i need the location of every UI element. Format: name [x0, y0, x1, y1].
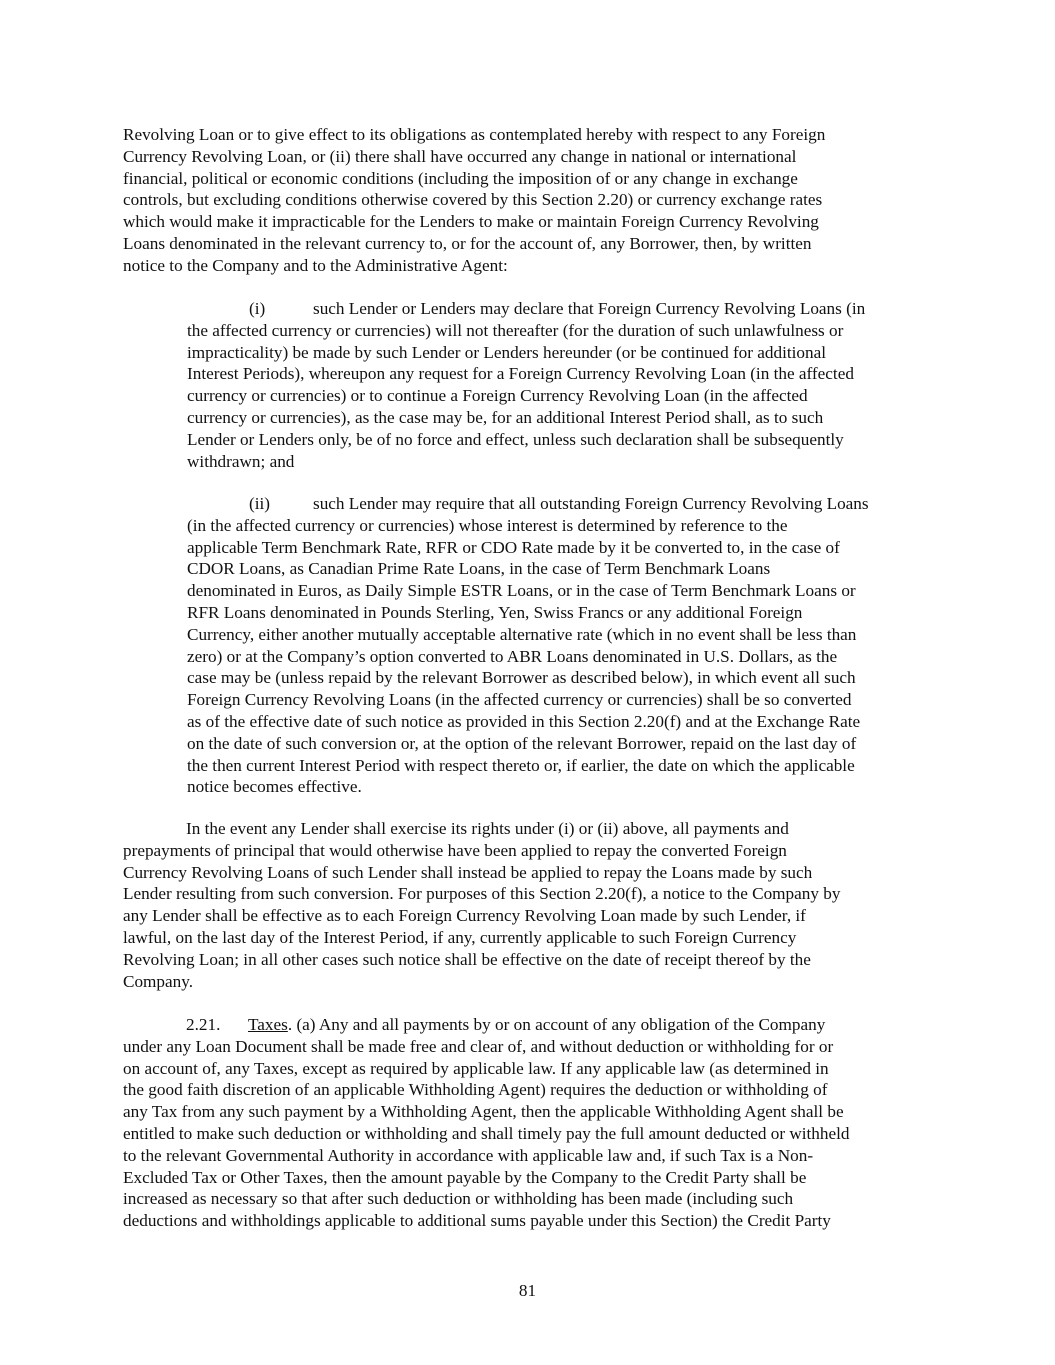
text-line: RFR Loans denominated in Pounds Sterling, Yen, Swiss Francs or any additional Foreign	[187, 602, 803, 622]
text-line: Interest Periods), whereupon any request for a Foreign Currency Revolving Loan (in the affected	[187, 364, 854, 384]
text-line: CDOR Loans, as Canadian Prime Rate Loans, in the case of Term Benchmark Loans	[187, 559, 771, 579]
paragraph-first-line	[123, 818, 840, 840]
paragraph-text: In the event any Lender shall exercise its rights under (i) or (ii) above, all payments and	[186, 819, 789, 838]
text-line: Currency Revolving Loan, or (ii) there shall have occurred any change in national or international	[123, 146, 797, 166]
text-line: which would make it impracticable for the Lenders to make or maintain Foreign Currency Revolving	[123, 212, 819, 232]
clause-text: such Lender may require that all outstanding Foreign Currency Revolving Loans	[313, 494, 869, 513]
clause-first-line	[187, 298, 865, 320]
text-line: increased as necessary so that after such deduction or withholding has been made (including such	[123, 1189, 794, 1209]
text-line: case may be (unless repaid by the relevant Borrower as described below), in which event all such	[187, 668, 856, 688]
text-line: notice to the Company and to the Administrative Agent:	[123, 255, 508, 275]
text-line: zero) or at the Company’s option converted to ABR Loans denominated in U.S. Dollars, as the	[187, 646, 838, 666]
text-line: withdrawn; and	[187, 451, 295, 471]
paragraph-continuation	[123, 124, 825, 277]
text-line: on the date of such conversion or, at the option of the relevant Borrower, repaid on the last day of	[187, 733, 857, 753]
text-line: Company.	[123, 971, 194, 991]
text-line: Excluded Tax or Other Taxes, then the amount payable by the Company to the Credit Party shall be	[123, 1167, 807, 1187]
text-line: prepayments of principal that would otherwise have been applied to repay the converted Foreign	[123, 840, 787, 860]
clause-i	[187, 298, 865, 472]
page-number: 81	[518, 1281, 537, 1300]
text-line: any Tax from any such payment by a Withholding Agent, then the applicable Withholding Agent shall be	[123, 1102, 844, 1122]
text-line: Currency, either another mutually acceptable alternative rate (which in no event shall be less than	[187, 624, 857, 644]
clause-ii	[187, 493, 869, 798]
text-line: notice becomes effective.	[187, 777, 362, 797]
text-line: impracticality) be made by such Lender or Lenders hereunder (or be continued for additional	[187, 342, 827, 362]
text-line: on account of, any Taxes, except as required by applicable law. If any applicable law (as determined in	[123, 1058, 829, 1078]
text-line: under any Loan Document shall be made free and clear of, and without deduction or withholding for or	[123, 1036, 834, 1056]
text-line: lawful, on the last day of the Interest Period, if any, currently applicable to such Foreign Currency	[123, 927, 797, 947]
paragraph-event	[123, 818, 840, 992]
text-line: the good faith discretion of an applicable Withholding Agent) requires the deduction or withholding of	[123, 1080, 828, 1100]
text-line: financial, political or economic conditions (including the imposition of or any change in exchange	[123, 168, 798, 188]
text-line: Lender resulting from such conversion. For purposes of this Section 2.20(f), a notice to the Company by	[123, 884, 841, 904]
section-text: . (a) Any and all payments by or on account of any obligation of the Company	[287, 1015, 826, 1034]
clause-first-line	[187, 493, 869, 515]
text-line: currency or currencies) or to continue a Foreign Currency Revolving Loan (in the affected	[187, 386, 808, 406]
text-line: Revolving Loan or to give effect to its obligations as contemplated hereby with respect to any Foreign	[123, 125, 826, 144]
clause-text: such Lender or Lenders may declare that Foreign Currency Revolving Loans (in	[313, 299, 866, 318]
text-line: the affected currency or currencies) will not thereafter (for the duration of such unlawfulness or	[187, 320, 844, 340]
text-line: as of the effective date of such notice as provided in this Section 2.20(f) and at the Exchange Rate	[187, 711, 861, 731]
section-taxes	[123, 1014, 850, 1232]
section-number: 2.21.	[186, 1015, 221, 1034]
text-line: (in the affected currency or currencies) whose interest is determined by reference to the	[187, 515, 788, 535]
section-heading: Taxes	[248, 1015, 288, 1034]
text-line: to the relevant Governmental Authority in accordance with applicable law and, if such Tax is a Non-	[123, 1145, 814, 1165]
text-line: applicable Term Benchmark Rate, RFR or CDO Rate made by it be converted to, in the case of	[187, 537, 840, 557]
text-line: Lender or Lenders only, be of no force and effect, unless such declaration shall be subsequently	[187, 429, 844, 449]
clause-marker: (ii)	[249, 494, 270, 513]
text-line: any Lender shall be effective as to each Foreign Currency Revolving Loan made by such Lender, if	[123, 906, 806, 926]
section-first-line	[123, 1014, 850, 1036]
text-line: controls, but excluding conditions otherwise covered by this Section 2.20) or currency exchange rates	[123, 190, 823, 210]
text-line: denominated in Euros, as Daily Simple ESTR Loans, or in the case of Term Benchmark Loans or	[187, 581, 856, 601]
text-line: Loans denominated in the relevant currency to, or for the account of, any Borrower, then, by written	[123, 233, 812, 253]
text-line: Revolving Loan; in all other cases such notice shall be effective on the date of receipt thereof by the	[123, 949, 811, 969]
text-line: Foreign Currency Revolving Loans (in the affected currency or currencies) shall be so converted	[187, 690, 852, 710]
text-line: currency or currencies), as the case may be, for an additional Interest Period shall, as to such	[187, 407, 824, 427]
clause-marker: (i)	[249, 299, 266, 318]
text-line: entitled to make such deduction or withholding and shall timely pay the full amount deducted or withheld	[123, 1123, 850, 1143]
text-line: Currency Revolving Loans of such Lender shall instead be applied to repay the Loans made by such	[123, 862, 813, 882]
text-line: deductions and withholdings applicable to additional sums payable under this Section) the Credit Party	[123, 1211, 831, 1231]
text-line: the then current Interest Period with respect thereto or, if earlier, the date on which the applicable	[187, 755, 855, 775]
